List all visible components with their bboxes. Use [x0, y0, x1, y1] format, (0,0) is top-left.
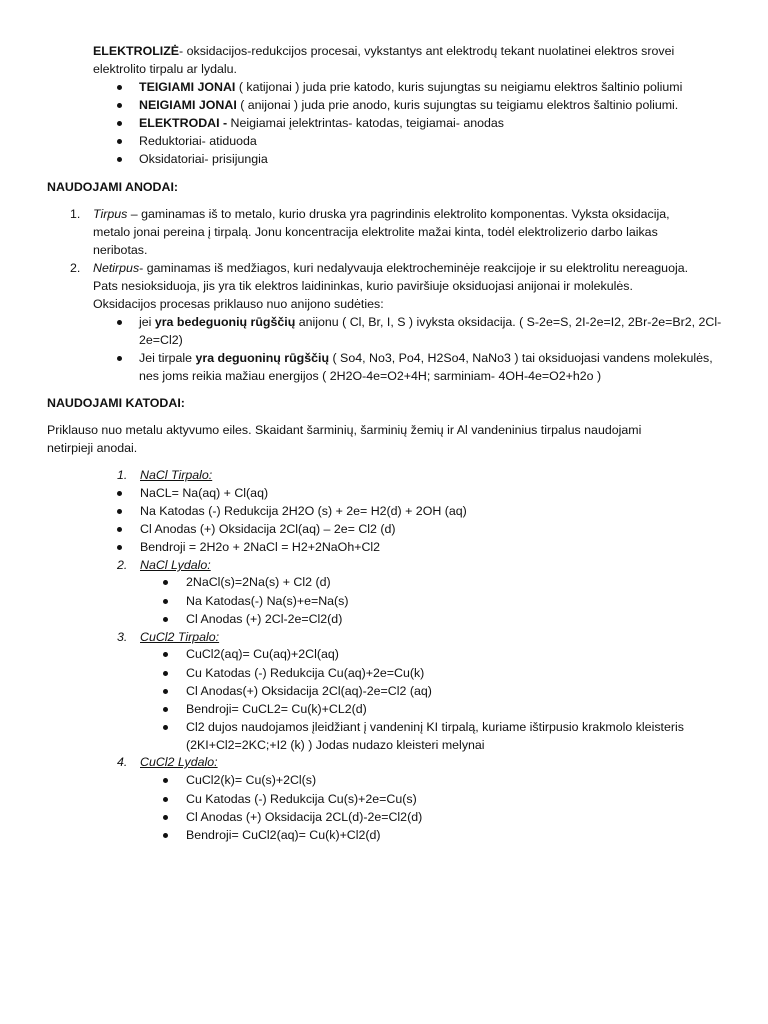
anode-bullet-2-line-2: nes joms reikia mažiau energijos ( 2H2O-4e=O2+4H; sarminiam- 4OH-4e=O2+h2o )	[139, 369, 602, 383]
bullet-dot	[117, 545, 122, 550]
section-1-number: 1.	[117, 468, 128, 482]
anode-bullet-2-text: ( So4, No3, Po4, H2So4, NaNo3 ) tai oksiduojasi vandens molekulės,	[329, 351, 713, 365]
bullet-dot	[163, 797, 168, 802]
cathodes-text-1: Priklauso nuo metalu aktyvumo eiles. Skaidant šarminių, šarminių žemių ir Al vandeninius tirpalus naudojami	[47, 423, 642, 437]
anode-item-1-number: 1.	[70, 207, 81, 221]
anode-bullet-2-bold: yra deguoninų rūgščių	[195, 351, 330, 365]
section-3-item-2: Cu Katodas (-) Redukcija Cu(aq)+2e=Cu(k)	[186, 666, 425, 680]
bullet-dot	[163, 833, 168, 838]
anode-bullet-2-pre: Jei tirpale	[139, 351, 196, 365]
cathodes-heading: NAUDOJAMI KATODAI:	[47, 396, 185, 410]
anode-item-1-text: – gaminamas iš to metalo, kurio druska yra pagrindinis elektrolito komponentas. Vyksta oksidacija,	[127, 207, 670, 221]
intro-bullet-2-text: ( anijonai ) juda prie anodo, kuris sujungtas su teigiamu elektros šaltinio poliumi.	[236, 98, 679, 112]
bullet-dot	[117, 509, 122, 514]
intro-bullet-1-text: ( katijonai ) juda prie katodo, kuris sujungtas su neigiamu elektros šaltinio poliumi	[235, 80, 683, 94]
bullet-dot	[117, 157, 122, 162]
anode-item-1-italic: Tirpus	[93, 207, 128, 221]
anode-bullet-2-line-1	[139, 349, 713, 367]
section-1-item-4: Bendroji = 2H2o + 2NaCl = H2+2NaOh+Cl2	[140, 540, 381, 554]
bullet-dot	[163, 778, 168, 783]
anode-item-1-line-2: metalo jonai pereina į tirpalą. Jonu koncentracija elektrolite mažai kinta, todėl elektrolizerio darbo laikas	[93, 225, 658, 239]
intro-bullet-2-bold: NEIGIAMI JONAI	[139, 98, 237, 112]
section-4-number: 4.	[117, 755, 128, 769]
section-2-item-3: Cl Anodas (+) 2Cl-2e=Cl2(d)	[186, 612, 343, 626]
bullet-dot	[117, 320, 122, 325]
bullet-dot	[117, 103, 122, 108]
intro-bullet-1-bold: TEIGIAMI JONAI	[139, 80, 236, 94]
bullet-dot	[163, 689, 168, 694]
anode-item-2-line-2: Pats nesioksiduoja, jis yra tik elektros laidininkas, kurio paviršiuje oksiduojasi anijonai ir molekulės.	[93, 279, 633, 293]
section-4-item-2: Cu Katodas (-) Redukcija Cu(s)+2e=Cu(s)	[186, 792, 417, 806]
section-1-title: NaCl Tirpalo:	[140, 468, 213, 482]
intro-bullet-2	[139, 96, 678, 114]
anode-item-1-line-1	[93, 205, 670, 223]
bullet-dot	[117, 491, 122, 496]
section-4-title: CuCl2 Lydalo:	[140, 755, 218, 769]
bullet-dot	[163, 725, 168, 730]
section-3-item-4: Bendroji= CuCL2= Cu(k)+CL2(d)	[186, 702, 367, 716]
intro-line-1	[93, 42, 674, 60]
section-2-item-2: Na Katodas(-) Na(s)+e=Na(s)	[186, 594, 349, 608]
anodes-heading: NAUDOJAMI ANODAI:	[47, 180, 179, 194]
intro-text-2: elektrolito tirpalu ar lydalu.	[93, 62, 237, 76]
section-1-item-2: Na Katodas (-) Redukcija 2H2O (s) + 2e= H2(d) + 2OH (aq)	[140, 504, 467, 518]
bullet-dot	[163, 617, 168, 622]
bullet-dot	[117, 85, 122, 90]
section-3-item-3: Cl Anodas(+) Oksidacija 2Cl(aq)-2e=Cl2 (aq)	[186, 684, 432, 698]
intro-title: ELEKTROLIZĖ	[93, 44, 180, 58]
intro-text-1: - oksidacijos-redukcijos procesai, vykstantys ant elektrodų tekant nuolatinei elektros srovei	[179, 44, 675, 58]
section-3-item-5: Cl2 dujos naudojamos įleidžiant į vandeninį KI tirpalą, kuriame ištirpusio krakmolo kleisteris	[186, 720, 684, 734]
bullet-dot	[163, 815, 168, 820]
cathodes-text-2: netirpieji anodai.	[47, 441, 138, 455]
intro-bullet-5: Oksidatoriai- prisijungia	[139, 152, 268, 166]
section-3-item-5-continued: (2KI+Cl2=2KC;+I2 (k) ) Jodas nudazo kleisteri melynai	[186, 738, 485, 752]
section-4-item-1: CuCl2(k)= Cu(s)+2Cl(s)	[186, 773, 317, 787]
intro-bullet-4: Reduktoriai- atiduoda	[139, 134, 257, 148]
anode-item-2-line-3: Oksidacijos procesas priklauso nuo anijono sudėties:	[93, 297, 384, 311]
anode-item-1-line-3: neribotas.	[93, 243, 148, 257]
anode-bullet-1-text: anijonu ( Cl, Br, I, S ) ivyksta oksidacija. ( S-2e=S, 2I-2e=I2, 2Br-2e=Br2, 2Cl-	[295, 315, 722, 329]
section-1-item-1: NaCL= Na(aq) + Cl(aq)	[140, 486, 269, 500]
section-4-item-4: Bendroji= CuCl2(aq)= Cu(k)+Cl2(d)	[186, 828, 381, 842]
bullet-dot	[163, 580, 168, 585]
bullet-dot	[163, 707, 168, 712]
bullet-dot	[117, 356, 122, 361]
section-1-item-3: Cl Anodas (+) Oksidacija 2Cl(aq) – 2e= Cl2 (d)	[140, 522, 396, 536]
bullet-dot	[117, 527, 122, 532]
anode-bullet-1-line-1	[139, 313, 721, 331]
intro-bullet-3-text: Neigiamai įelektrintas- katodas, teigiamai- anodas	[227, 116, 504, 130]
section-3-item-1: CuCl2(aq)= Cu(aq)+2Cl(aq)	[186, 647, 339, 661]
section-4-item-3: Cl Anodas (+) Oksidacija 2CL(d)-2e=Cl2(d)	[186, 810, 423, 824]
anode-item-2-line-1	[93, 259, 688, 277]
anode-bullet-1-pre: jei	[139, 315, 155, 329]
bullet-dot	[117, 121, 122, 126]
anode-item-2-italic: Netirpus	[93, 261, 140, 275]
bullet-dot	[163, 671, 168, 676]
intro-bullet-3	[139, 114, 504, 132]
section-3-number: 3.	[117, 630, 128, 644]
section-2-item-1: 2NaCl(s)=2Na(s) + Cl2 (d)	[186, 575, 331, 589]
intro-bullet-3-bold: ELEKTRODAI -	[139, 116, 228, 130]
section-3-title: CuCl2 Tirpalo:	[140, 630, 220, 644]
anode-bullet-1-line-2: 2e=Cl2)	[139, 333, 183, 347]
bullet-dot	[117, 139, 122, 144]
anode-bullet-1-bold: yra bedeguonių rūgščių	[154, 315, 296, 329]
section-2-number: 2.	[117, 558, 128, 572]
anode-item-2-text: - gaminamas iš medžiagos, kuri nedalyvauja elektrocheminėje reakcijoje ir su elektrolitu nereaguoja.	[139, 261, 689, 275]
intro-bullet-1	[139, 78, 682, 96]
bullet-dot	[163, 599, 168, 604]
bullet-dot	[163, 652, 168, 657]
anode-item-2-number: 2.	[70, 261, 81, 275]
section-2-title: NaCl Lydalo:	[140, 558, 211, 572]
